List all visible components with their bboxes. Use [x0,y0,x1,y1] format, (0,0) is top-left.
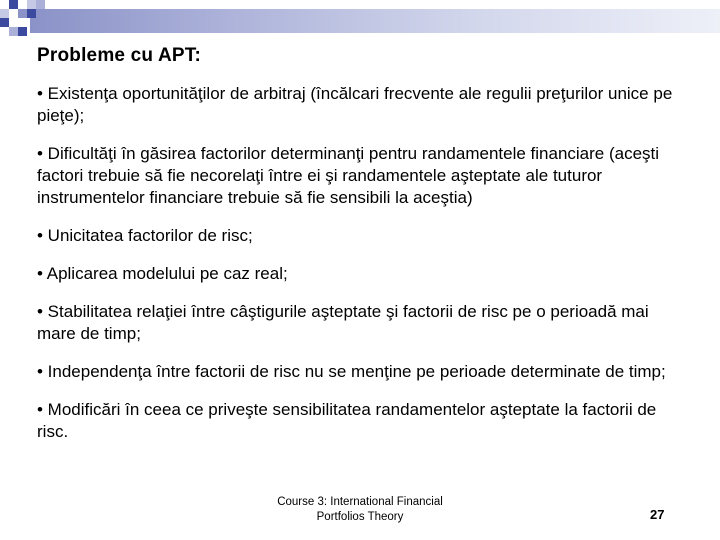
banner-square [36,0,45,9]
banner-square [0,9,9,18]
page-number: 27 [650,507,665,522]
banner-square [18,27,27,36]
banner-square [18,0,27,9]
banner-square [9,0,18,9]
bullet-list [37,83,687,459]
banner-square [27,9,36,18]
banner-square [18,9,27,18]
footer-course-title [260,495,460,525]
bullet-item: • Modificări în ceea ce priveşte sensibilitatea randamentelor aşteptate la factorii de risc. [37,400,657,441]
banner-square [27,0,36,9]
bullet-item: • Aplicarea modelului pe caz real; [37,264,288,283]
bullet-item: • Existenţa oportunităţilor de arbitraj (încălcari frecvente ale regulii preţurilor unice pe pieţe); [37,84,673,125]
decorative-banner [0,0,720,40]
slide-title: Probleme cu APT: [37,45,202,66]
banner-square [0,0,9,9]
banner-gradient-bar [30,9,720,33]
banner-square [9,27,18,36]
bullet-item: • Dificultăţi în găsirea factorilor determinanţi pentru randamentele financiare (aceşti factori trebuie să fie necorelaţi între ei şi randamentele aşteptate ale tuturor instrumentelor financiare trebuie să fie sensibili la aceştia) [37,144,660,207]
footer-line-2: Portfolios Theory [316,511,404,523]
footer-line-1: Course 3: International Financial [277,496,443,508]
bullet-item: • Stabilitatea relaţiei între câştigurile aşteptate şi factorii de risc pe o perioadă mai mare de timp; [37,302,649,343]
bullet-item: • Independenţa între factorii de risc nu se menţine pe perioade determinate de timp; [37,362,666,381]
bullet-item: • Unicitatea factorilor de risc; [37,226,253,245]
banner-square [9,9,18,18]
banner-square [18,18,27,27]
banner-square [0,18,9,27]
banner-square [9,18,18,27]
